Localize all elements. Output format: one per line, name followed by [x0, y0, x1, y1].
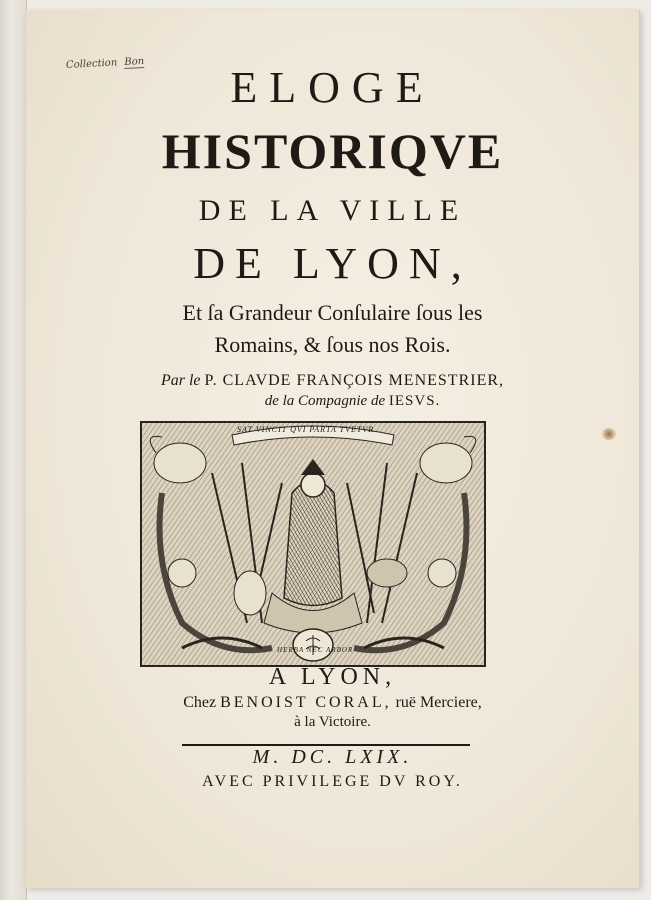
foxing-stain	[602, 428, 616, 440]
imprint-place: A LYON,	[268, 664, 397, 690]
title-line-2: HISTORIQVE	[161, 123, 504, 179]
publisher-prefix: Chez	[183, 694, 217, 711]
affiliation-prefix: de la Compagnie de	[264, 393, 386, 409]
annotation-text: Collection	[65, 57, 118, 72]
engraving-vignette	[140, 421, 486, 667]
publisher-name: BENOIST CORAL,	[220, 694, 392, 711]
privilege-line: AVEC PRIVILEGE DV ROY.	[202, 773, 463, 790]
book-binding-edge	[0, 0, 27, 900]
title-page	[26, 10, 640, 888]
author-name: P. CLAVDE FRANÇOIS MENESTRIER,	[204, 372, 505, 389]
engraving-motto-top: SAT VINCIT QVI PARTA TVETVR	[237, 425, 375, 434]
author-prefix: Par le	[160, 372, 201, 389]
imprint-publisher-line	[26, 694, 639, 712]
engraving-illustration	[142, 423, 484, 665]
title-line-3: DE LA VILLE	[198, 194, 467, 227]
imprint-sign: à la Victoire.	[294, 714, 371, 730]
subtitle-line-1: Et ſa Grandeur Conſulaire ſous les	[182, 300, 483, 325]
title-line-4: DE LYON,	[193, 239, 472, 288]
author-line	[26, 372, 639, 390]
publication-date: M. DC. LXIX.	[252, 746, 413, 768]
engraving-motto-bottom: HERBA NEC ARBOR	[277, 646, 354, 654]
subtitle-line-2: Romains, & ſous nos Rois.	[214, 332, 451, 357]
annotation-boxed: Bon	[124, 55, 145, 68]
title-line-1: ELOGE	[230, 63, 435, 112]
publisher-street: ruë Merciere,	[395, 694, 482, 711]
affiliation-name: IESVS.	[388, 393, 441, 409]
affiliation-line	[46, 393, 651, 410]
